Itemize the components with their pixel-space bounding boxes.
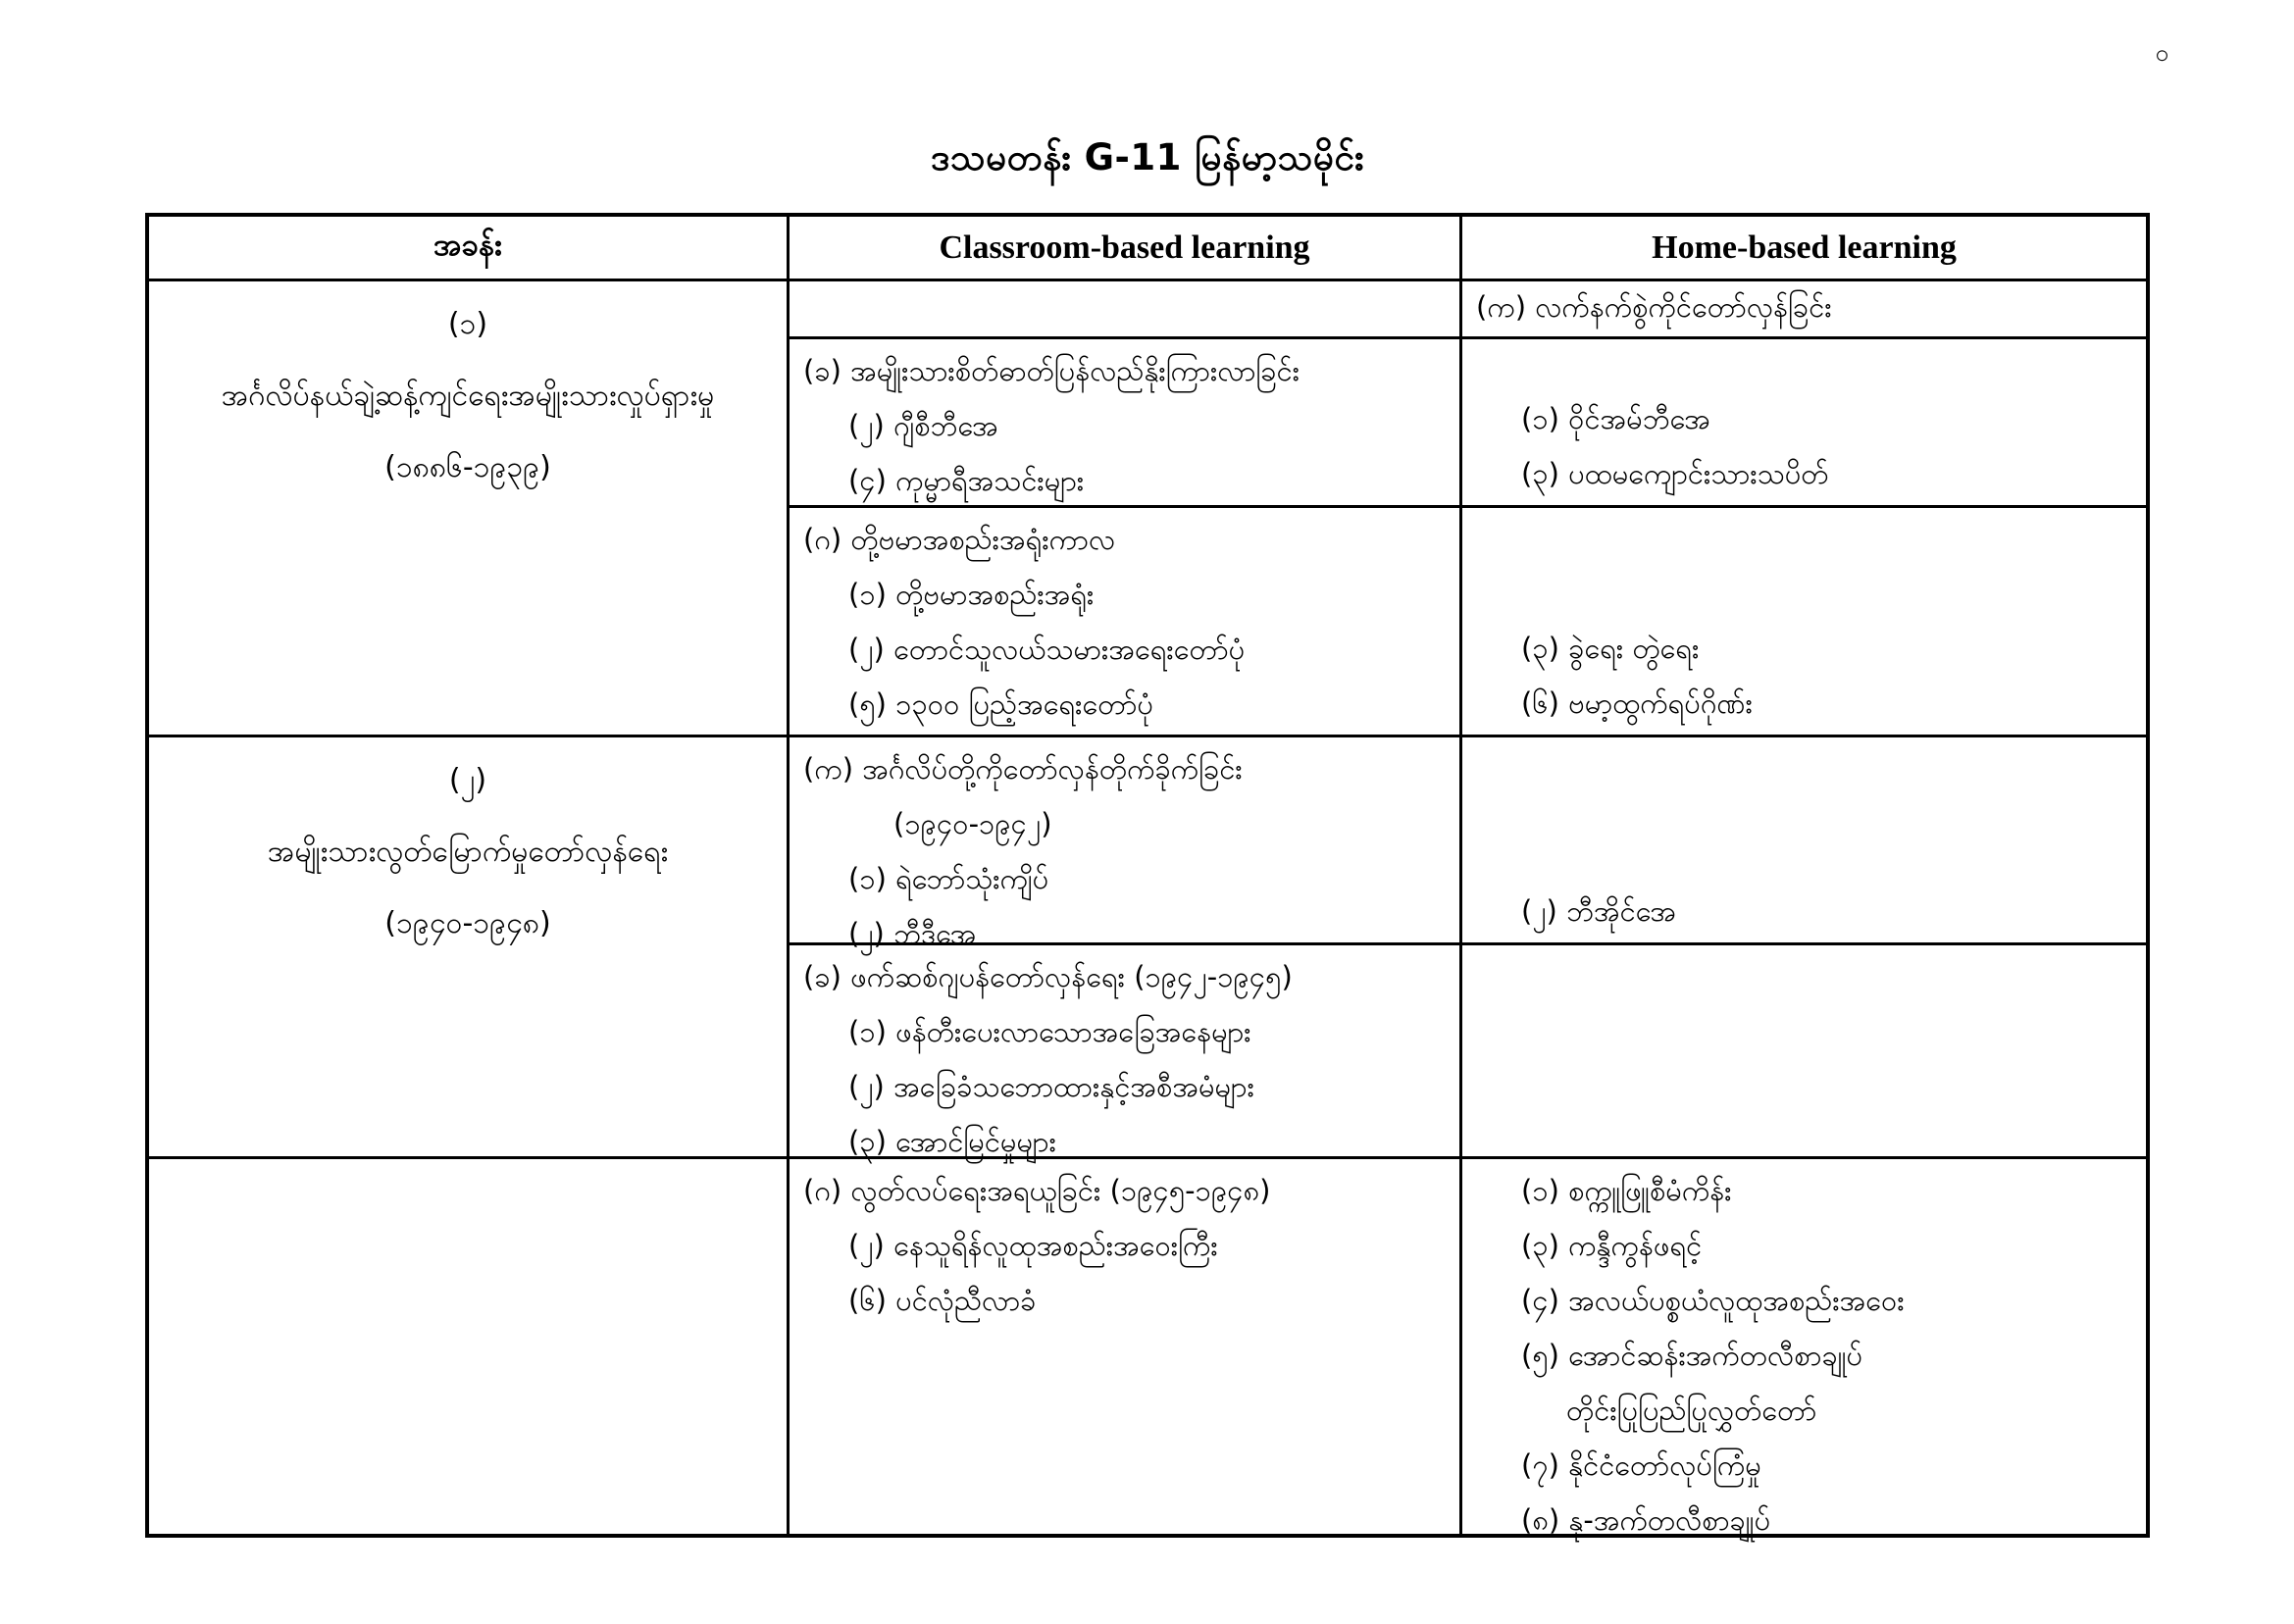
syllabus-item: (၃) ကန္ဒီကွန်ဖရင့် <box>1521 1229 1703 1262</box>
classroom-cell-row3 <box>790 1159 1462 1534</box>
home-cell-row2 <box>1462 737 2146 1159</box>
syllabus-item: (၁) စက္ကူဖြူစီမံကိန်း <box>1521 1174 1732 1207</box>
syllabus-item: (၈) နု-အက်တလီစာချုပ် <box>1521 1503 1771 1537</box>
chapter-years: (၁၉၄၀-၁၉၄၈) <box>384 906 551 940</box>
chapter-number: (၁) <box>447 307 488 341</box>
classroom-row2-section-ka <box>790 737 1459 950</box>
chapter-title: အမျိုးသားလွတ်မြောက်မှုတော်လှန်ရေး <box>267 835 669 869</box>
syllabus-item: (က) လက်နက်စွဲကိုင်တော်လှန်ခြင်း <box>1476 289 1832 324</box>
syllabus-table <box>145 213 2150 1538</box>
header-chapter: အခန်း <box>149 217 790 281</box>
classroom-row1-section-kha <box>790 339 1459 508</box>
syllabus-item: (၁၉၄၀-၁၉၄၂) <box>893 807 1052 840</box>
syllabus-item: (၂) ဘီအိုင်အေ <box>1521 894 1676 928</box>
syllabus-item: (၂) နေသူရိန်လူထုအစည်းအဝေးကြီး <box>848 1229 1218 1262</box>
syllabus-item: (၂) ဘီဒီအေ <box>848 917 977 950</box>
chapter-title: အင်္ဂလိပ်နယ်ချဲ့ဆန့်ကျင်ရေးအမျိုးသားလှုပ်ရှားမှု <box>221 379 715 413</box>
syllabus-item: (၁) ရဲဘော်သုံးကျိပ် <box>848 862 1049 895</box>
chapter-2-cell <box>149 737 790 1159</box>
syllabus-item: (၃) ပထမကျောင်းသားသပိတ် <box>1521 457 1829 490</box>
syllabus-item: (၅) ၁၃၀၀ ပြည့်အရေးတော်ပုံ <box>848 687 1153 721</box>
syllabus-item: (၁) ဝိုင်အမ်ဘီအေ <box>1521 402 1710 435</box>
syllabus-item: (၁) တို့ဗမာအစည်းအရုံး <box>848 578 1095 611</box>
home-row1-section-c <box>1462 508 2146 735</box>
header-home-based: Home-based learning <box>1462 217 2146 281</box>
chapter-years: (၁၈၈၆-၁၉၃၉) <box>384 450 551 484</box>
home-row1-section-ka <box>1462 281 2146 339</box>
home-row2-empty-cell <box>1462 945 2146 1156</box>
classroom-cell-row2 <box>790 737 1462 1159</box>
home-cell-row1 <box>1462 281 2146 737</box>
chapter-1-cell <box>149 281 790 737</box>
classroom-row1-section-ga <box>790 508 1459 735</box>
header-classroom-based: Classroom-based learning <box>790 217 1462 281</box>
syllabus-item: (ခ) ဖက်ဆစ်ဂျပန်တော်လှန်ရေး (၁၉၄၂-၁၉၄၅) <box>803 960 1293 993</box>
classroom-cell-row1 <box>790 281 1462 737</box>
classroom-row1-empty-strip <box>790 281 1459 339</box>
home-row1-section-b <box>1462 339 2146 508</box>
page-corner-mark: ၀ <box>2155 39 2168 67</box>
syllabus-item: (၆) ပင်လုံညီလာခံ <box>848 1284 1037 1317</box>
syllabus-item: (၄) အလယ်ပစ္စယံလူထုအစည်းအဝေး <box>1521 1284 1905 1317</box>
syllabus-item: (၇) နိုင်ငံတော်လုပ်ကြံမှု <box>1521 1448 1761 1482</box>
syllabus-item: (၄) ကုမ္မာရီအသင်းများ <box>848 464 1085 497</box>
home-cell-row3 <box>1462 1159 2146 1537</box>
syllabus-item: (ဂ) တို့ဗမာအစည်းအရုံးကာလ <box>803 523 1116 556</box>
chapter-number: (၂) <box>448 763 487 797</box>
syllabus-item: (၃) အောင်မြင်မှုများ <box>848 1125 1056 1158</box>
syllabus-item: တိုင်းပြုပြည်ပြုလွှတ်တော် <box>1566 1394 1817 1427</box>
syllabus-item: (၃) ခွဲရေး တွဲရေး <box>1521 632 1700 665</box>
syllabus-item: (၂) အခြေခံသဘောထားနှင့်အစီအမံများ <box>848 1070 1254 1103</box>
syllabus-item: (၁) ဖန်တီးပေးလာသောအခြေအနေများ <box>848 1015 1251 1048</box>
syllabus-item: (၂) ဂျီစီဘီအေ <box>848 409 998 442</box>
document-title: ဒသမတန်း G-11 မြန်မာ့သမိုင်း <box>931 136 1364 178</box>
syllabus-item: (က) အင်္ဂလိပ်တို့ကိုတော်လှန်တိုက်ခိုက်ခြင်း <box>803 752 1243 786</box>
syllabus-item: (၅) အောင်ဆန်းအက်တလီစာချုပ် <box>1521 1339 1863 1372</box>
syllabus-item: (၆) ဗမာ့ထွက်ရပ်ဂိုဏ်း <box>1521 686 1753 720</box>
chapter-empty-cell <box>149 1159 790 1534</box>
syllabus-item: (၂) တောင်သူလယ်သမားအရေးတော်ပုံ <box>848 633 1246 666</box>
home-row2-section-a <box>1462 737 2146 945</box>
syllabus-item: (ဂ) လွတ်လပ်ရေးအရယူခြင်း (၁၉၄၅-၁၉၄၈) <box>803 1174 1271 1207</box>
syllabus-item: (ခ) အမျိုးသားစိတ်ဓာတ်ပြန်လည်နိုးကြားလာခြင်း <box>803 354 1300 387</box>
classroom-row2-section-kha <box>790 945 1459 1169</box>
